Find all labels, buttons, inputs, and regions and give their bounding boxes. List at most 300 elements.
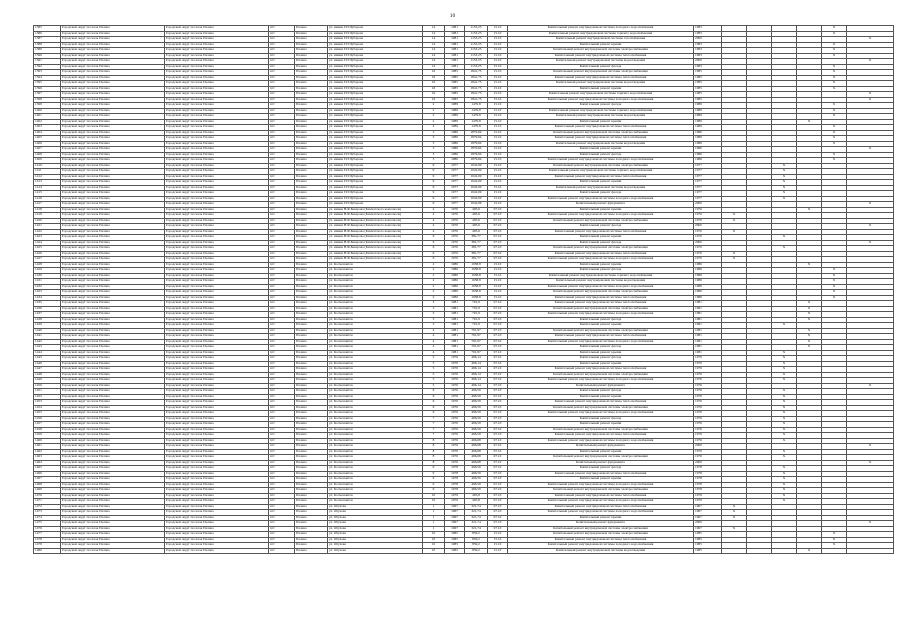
settlement-type-cell: пгт [269,119,295,125]
build-year-cell: 1986 [445,284,465,290]
municipality-cell: Городской округ поселок Палана [61,108,165,114]
period-cell: 1978 [694,482,722,488]
municipality-cell: Городской округ поселок Палана [61,455,165,461]
municipality-cell: Городской округ поселок Палана [61,482,165,488]
settlement-cell: Городской округ поселок Палана [165,169,269,175]
period-cell: 1967 [694,515,722,521]
work-type-cell: Капитальный ремонт внутридомовой системы электроснабжения [508,218,694,224]
street-cell: ул. Космонавтов [328,394,423,400]
mark-cell: X [822,70,847,76]
date-cell: 15.10 [488,59,508,65]
settlement-cell: Городской округ поселок Палана [165,466,269,472]
period-cell: 1981 [694,339,722,345]
row-number: 1428 [34,262,61,268]
settlement-cell: Городской округ поселок Палана [165,180,269,186]
settlement-type-cell: пгт [269,471,295,477]
street-cell: ул. Космонавтов [328,405,423,411]
work-type-cell: Капитальный ремонт фундамента [508,202,694,208]
row-number: 1448 [34,372,61,378]
date-cell: 07.10 [488,213,508,219]
locality-cell: Палана [295,26,328,32]
period-cell: 1970 [694,218,722,224]
street-cell: ул. Обухова [328,537,423,543]
mark-cell: X [822,279,847,285]
mark-cell: X [822,268,847,274]
street-cell: ул. имени Г.И.Чубарова [328,92,423,98]
period-cell: 1976 [694,383,722,389]
settlement-cell: Городской округ поселок Палана [165,422,269,428]
date-cell: 15.10 [488,174,508,180]
locality-cell: Палана [295,334,328,340]
build-year-cell: 1986 [445,273,465,279]
house-number-cell: 4 [423,207,445,213]
street-cell: ул. Космонавтов [328,295,423,301]
build-year-cell: 1981 [445,317,465,323]
mark-cell: X [772,180,797,186]
settlement-type-cell: пгт [269,196,295,202]
municipality-cell: Городской округ поселок Палана [61,427,165,433]
locality-cell: Палана [295,86,328,92]
work-type-cell: Капитальный ремонт внутридомовой системы теплоснабжения [508,136,694,142]
work-type-cell: Капитальный ремонт внутридомовой системы холодного водоснабжения [508,97,694,103]
settlement-type-cell: пгт [269,427,295,433]
settlement-type-cell: пгт [269,81,295,87]
date-cell: 07.10 [488,323,508,329]
settlement-type-cell: пгт [269,130,295,136]
locality-cell: Палана [295,482,328,488]
row-number: 1415 [34,191,61,197]
work-type-cell: Капитальный ремонт внутридомовой системы теплоснабжения [508,400,694,406]
date-cell: 07.10 [488,444,508,450]
build-year-cell: 1970 [445,240,465,246]
house-number-cell: 7 [423,416,445,422]
work-type-cell: Капитальный ремонт внутридомовой системы холодного водоснабжения [508,26,694,32]
settlement-type-cell: пгт [269,235,295,241]
date-cell: 07.10 [488,433,508,439]
work-type-cell: Капитальный ремонт внутридомовой системы теплоснабжения [508,251,694,257]
mark-cell: X [822,532,847,538]
house-number-cell: 2 [423,290,445,296]
locality-cell: Палана [295,251,328,257]
area-cell: 495,8 [465,499,488,505]
house-number-cell: 5 [423,367,445,373]
date-cell: 15.10 [488,295,508,301]
row-number: 1405 [34,136,61,142]
mark-cell: X [822,53,847,59]
date-cell: 15.10 [488,185,508,191]
area-cell: 1479,8 [465,108,488,114]
date-cell: 07.10 [488,367,508,373]
period-cell: 1986 [694,268,722,274]
work-type-cell: Капитальный ремонт внутридомовой системы теплоснабжения [508,301,694,307]
date-cell: 15.10 [488,64,508,70]
build-year-cell: 1985 [445,75,465,81]
date-cell: 15.10 [488,537,508,543]
date-cell: 15.10 [488,158,508,164]
locality-cell: Палана [295,218,328,224]
municipality-cell: Городской округ поселок Палана [61,389,165,395]
house-number-cell: 14 [423,31,445,37]
locality-cell: Палана [295,345,328,351]
work-type-cell: Капитальный ремонт крыши [508,515,694,521]
street-cell: ул. имени Г.И.Чубарова [328,158,423,164]
settlement-cell: Городской округ поселок Палана [165,438,269,444]
work-type-cell: Капитальный ремонт фасада [508,191,694,197]
work-type-cell: Капитальный ремонт внутридомовой системы горячего водоснабжения [508,92,694,98]
work-type-cell: Капитальный ремонт внутридомовой системы электроснабжения [508,488,694,494]
build-year-cell: 1981 [445,59,465,65]
date-cell: 07.10 [488,449,508,455]
build-year-cell: 1985 [445,81,465,87]
row-number: 1422 [34,229,61,235]
row-number: 1417 [34,202,61,208]
area-cell: 1479,8 [465,114,488,120]
period-cell: 1976 [694,405,722,411]
row-number: 1468 [34,482,61,488]
mark-cell: X [772,367,797,373]
period-cell: 1986 [694,152,722,158]
period-cell: 2000 [694,59,722,65]
settlement-cell: Городской округ поселок Палана [165,526,269,532]
work-type-cell: Капитальный ремонт внутридомовой системы водоотведения [508,548,694,554]
house-number-cell: 3 [423,323,445,329]
street-cell: ул. Космонавтов [328,345,423,351]
row-number: 1413 [34,180,61,186]
period-cell: 1970 [694,246,722,252]
row-number: 1469 [34,488,61,494]
work-type-cell: Капитальный ремонт фасада [508,240,694,246]
mark-cell: X [772,416,797,422]
build-year-cell: 1976 [445,449,465,455]
settlement-type-cell: пгт [269,444,295,450]
date-cell: 07.10 [488,455,508,461]
settlement-type-cell: пгт [269,163,295,169]
locality-cell: Палана [295,532,328,538]
area-cell: 791,9 [465,317,488,323]
street-cell: ул. Обухова [328,526,423,532]
settlement-type-cell: пгт [269,114,295,120]
work-type-cell: Капитальный ремонт внутридомовой системы холодного водоснабжения [508,339,694,345]
build-year-cell: 1976 [445,427,465,433]
locality-cell: Палана [295,152,328,158]
row-number: 1404 [34,130,61,136]
period-cell: 1986 [694,279,722,285]
area-cell: 496,59 [465,411,488,417]
municipality-cell: Городской округ поселок Палана [61,191,165,197]
area-cell: 496,14 [465,356,488,362]
settlement-type-cell: пгт [269,290,295,296]
settlement-cell: Городской округ поселок Палана [165,130,269,136]
area-cell: 496,59 [465,389,488,395]
work-type-cell: Капитальный ремонт фасада [508,317,694,323]
house-number-cell: 5 [423,372,445,378]
mark-cell: X [822,152,847,158]
municipality-cell: Городской округ поселок Палана [61,81,165,87]
mark-cell: X [797,119,822,125]
row-number: 1472 [34,504,61,510]
settlement-type-cell: пгт [269,152,295,158]
area-cell: 495,6 [465,224,488,230]
street-cell: ул. Космонавтов [328,334,423,340]
mark-cell: X [772,499,797,505]
build-year-cell: 1981 [445,26,465,32]
locality-cell: Палана [295,389,328,395]
work-type-cell: Капитальный ремонт внутридомовой системы теплоснабжения [508,433,694,439]
period-cell: 1986 [694,262,722,268]
date-cell: 07.10 [488,350,508,356]
settlement-type-cell: пгт [269,169,295,175]
street-cell: ул. Космонавтов [328,306,423,312]
build-year-cell: 1977 [445,174,465,180]
work-type-cell: Капитальный ремонт фасада [508,416,694,422]
settlement-type-cell: пгт [269,108,295,114]
street-cell: ул. Космонавтов [328,422,423,428]
house-number-cell: 5 [423,356,445,362]
locality-cell: Палана [295,240,328,246]
work-type-cell: Капитальный ремонт внутридомовой системы холодного водоснабжения [508,482,694,488]
locality-cell: Палана [295,394,328,400]
period-cell: 1977 [694,180,722,186]
settlement-type-cell: пгт [269,75,295,81]
build-year-cell: 1986 [445,141,465,147]
date-cell: 15.10 [488,202,508,208]
municipality-cell: Городской округ поселок Палана [61,279,165,285]
area-cell: 791,9 [465,301,488,307]
row-number: 1451 [34,389,61,395]
settlement-type-cell: пгт [269,433,295,439]
settlement-type-cell: пгт [269,422,295,428]
municipality-cell: Городской округ поселок Палана [61,224,165,230]
settlement-cell: Городской округ поселок Палана [165,75,269,81]
period-cell: 1976 [694,372,722,378]
settlement-cell: Городской округ поселок Палана [165,147,269,153]
settlement-type-cell: пгт [269,306,295,312]
date-cell: 15.10 [488,163,508,169]
mark-cell: X [722,515,747,521]
municipality-cell: Городской округ поселок Палана [61,114,165,120]
settlement-cell: Городской округ поселок Палана [165,367,269,373]
house-number-cell: 16 [423,97,445,103]
build-year-cell: 1985 [445,86,465,92]
municipality-cell: Городской округ поселок Палана [61,306,165,312]
row-number: 1430 [34,273,61,279]
house-number-cell: 3 [423,152,445,158]
locality-cell: Палана [295,207,328,213]
municipality-cell: Городской округ поселок Палана [61,262,165,268]
settlement-type-cell: пгт [269,26,295,32]
settlement-type-cell: пгт [269,477,295,483]
build-year-cell: 1986 [445,268,465,274]
area-cell: 1042,09 [465,202,488,208]
date-cell: 15.10 [488,119,508,125]
row-number: 1465 [34,466,61,472]
settlement-cell: Городской округ поселок Палана [165,378,269,384]
period-cell: 1985 [694,86,722,92]
settlement-type-cell: пгт [269,328,295,334]
mark-cell: X [772,438,797,444]
municipality-cell: Городской округ поселок Палана [61,405,165,411]
area-cell: 321,74 [465,521,488,527]
house-number-cell: 9 [423,471,445,477]
street-cell: ул. имени Г.И.Чубарова [328,108,423,114]
row-number: 1478 [34,537,61,543]
locality-cell: Палана [295,246,328,252]
period-cell: 1977 [694,169,722,175]
work-type-cell: Капитальный ремонт внутридомовой системы водоотведения [508,141,694,147]
row-number: 1387 [34,37,61,43]
area-cell: 1479,8 [465,125,488,131]
area-cell: 495,6 [465,207,488,213]
area-cell: 1879,64 [465,141,488,147]
settlement-type-cell: пгт [269,229,295,235]
locality-cell: Палана [295,273,328,279]
mark-cell [772,548,797,554]
municipality-cell: Городской округ поселок Палана [61,543,165,549]
settlement-cell: Городской округ поселок Палана [165,218,269,224]
mark-cell: X [772,482,797,488]
house-number-cell: 4 [423,334,445,340]
house-number-cell: 3 [423,158,445,164]
build-year-cell: 1985 [445,97,465,103]
house-number-cell: 8 [423,444,445,450]
municipality-cell: Городской округ поселок Палана [61,31,165,37]
mark-cell: X [822,26,847,32]
settlement-cell: Городской округ поселок Палана [165,59,269,65]
settlement-cell: Городской округ поселок Палана [165,279,269,285]
row-number: 1441 [34,334,61,340]
settlement-type-cell: пгт [269,224,295,230]
mark-cell: X [772,196,797,202]
settlement-type-cell: пгт [269,515,295,521]
work-type-cell: Капитальный ремонт внутридомовой системы горячего водоснабжения [508,273,694,279]
locality-cell: Палана [295,548,328,554]
settlement-type-cell: пгт [269,449,295,455]
period-cell: 1986 [694,284,722,290]
work-type-cell: Капитальный ремонт фундамента [508,444,694,450]
house-number-cell: 10 [423,499,445,505]
area-cell: 1958,8 [465,295,488,301]
street-cell: ул. имени Г.И.Чубарова [328,26,423,32]
mark-cell: X [847,37,894,43]
period-cell: 1979 [694,493,722,499]
settlement-cell: Городской округ поселок Палана [165,521,269,527]
house-number-cell: 9 [423,191,445,197]
mark-cell: X [847,97,894,103]
build-year-cell: 1989 [445,108,465,114]
mark-cell: X [722,510,747,516]
settlement-type-cell: пгт [269,378,295,384]
street-cell: ул. имени Г.И.Чубарова [328,202,423,208]
locality-cell: Палана [295,42,328,48]
municipality-cell: Городской округ поселок Палана [61,273,165,279]
period-cell: 1986 [694,273,722,279]
work-type-cell: Капитальный ремонт фасада [508,103,694,109]
street-cell: ул. Космонавтов [328,268,423,274]
street-cell: ул. Обухова [328,543,423,549]
work-type-cell: Капитальный ремонт внутридомовой системы холодного водоснабжения [508,411,694,417]
build-year-cell: 1967 [445,521,465,527]
house-number-cell: 9 [423,482,445,488]
mark-cell: X [797,345,822,351]
work-type-cell: Капитальный ремонт внутридомовой системы теплоснабжения [508,471,694,477]
municipality-cell: Городской округ поселок Палана [61,290,165,296]
date-cell: 07.10 [488,394,508,400]
settlement-cell: Городской округ поселок Палана [165,262,269,268]
row-number: 1398 [34,97,61,103]
period-cell: 2000 [694,240,722,246]
municipality-cell: Городской округ поселок Палана [61,367,165,373]
street-cell: ул. имени Г.И.Чубарова [328,75,423,81]
municipality-cell: Городской округ поселок Палана [61,471,165,477]
build-year-cell: 1970 [445,224,465,230]
settlement-cell: Городской округ поселок Палана [165,224,269,230]
settlement-type-cell: пгт [269,345,295,351]
work-type-cell: Капитальный ремонт крыши [508,323,694,329]
house-number-cell: 2 [423,295,445,301]
work-type-cell: Капитальный ремонт внутридомовой системы холодного водоснабжения [508,438,694,444]
row-number: 1440 [34,328,61,334]
mark-cell: X [772,466,797,472]
date-cell: 15.10 [488,86,508,92]
date-cell: 07.10 [488,477,508,483]
settlement-cell: Городской округ поселок Палана [165,350,269,356]
settlement-type-cell: пгт [269,70,295,76]
municipality-cell: Городской округ поселок Палана [61,119,165,125]
period-cell: 1977 [694,163,722,169]
settlement-type-cell: пгт [269,141,295,147]
settlement-cell: Городской округ поселок Палана [165,510,269,516]
street-cell: ул. имени Г.И.Чубарова [328,180,423,186]
area-cell: 321,74 [465,510,488,516]
municipality-cell: Городской округ поселок Палана [61,185,165,191]
row-number: 1399 [34,103,61,109]
street-cell: ул. Обухова [328,521,423,527]
area-cell: 1133,25 [465,48,488,54]
row-number: 1455 [34,411,61,417]
mark-cell: X [722,213,747,219]
row-number: 1418 [34,207,61,213]
locality-cell: Палана [295,466,328,472]
house-number-cell: 3 [423,317,445,323]
municipality-cell: Городской округ поселок Палана [61,345,165,351]
mark-cell [847,548,894,554]
locality-cell: Палана [295,526,328,532]
house-number-cell: 6 [423,394,445,400]
house-number-cell: 8 [423,455,445,461]
row-number: 1457 [34,422,61,428]
street-cell: ул. имени Г.И.Чубарова [328,114,423,120]
house-number-cell: 2 [423,125,445,131]
street-cell: ул. имени Г.И.Чубарова [328,191,423,197]
period-cell: 1989 [694,119,722,125]
settlement-cell: Городской округ поселок Палана [165,334,269,340]
area-cell: 496,59 [465,394,488,400]
area-cell: 1958,8 [465,284,488,290]
house-number-cell: 3 [423,306,445,312]
house-number-cell: 14 [423,64,445,70]
locality-cell: Палана [295,416,328,422]
settlement-type-cell: пгт [269,42,295,48]
build-year-cell: 1970 [445,207,465,213]
settlement-cell: Городской округ поселок Палана [165,119,269,125]
date-cell: 07.10 [488,361,508,367]
work-type-cell: Капитальный ремонт внутридомовой системы электроснабжения [508,328,694,334]
page-number: 10 [449,13,456,19]
municipality-cell: Городской округ поселок Палана [61,400,165,406]
work-type-cell: Капитальный ремонт фасада [508,356,694,362]
period-cell: 1985 [694,75,722,81]
period-cell: 1976 [694,433,722,439]
